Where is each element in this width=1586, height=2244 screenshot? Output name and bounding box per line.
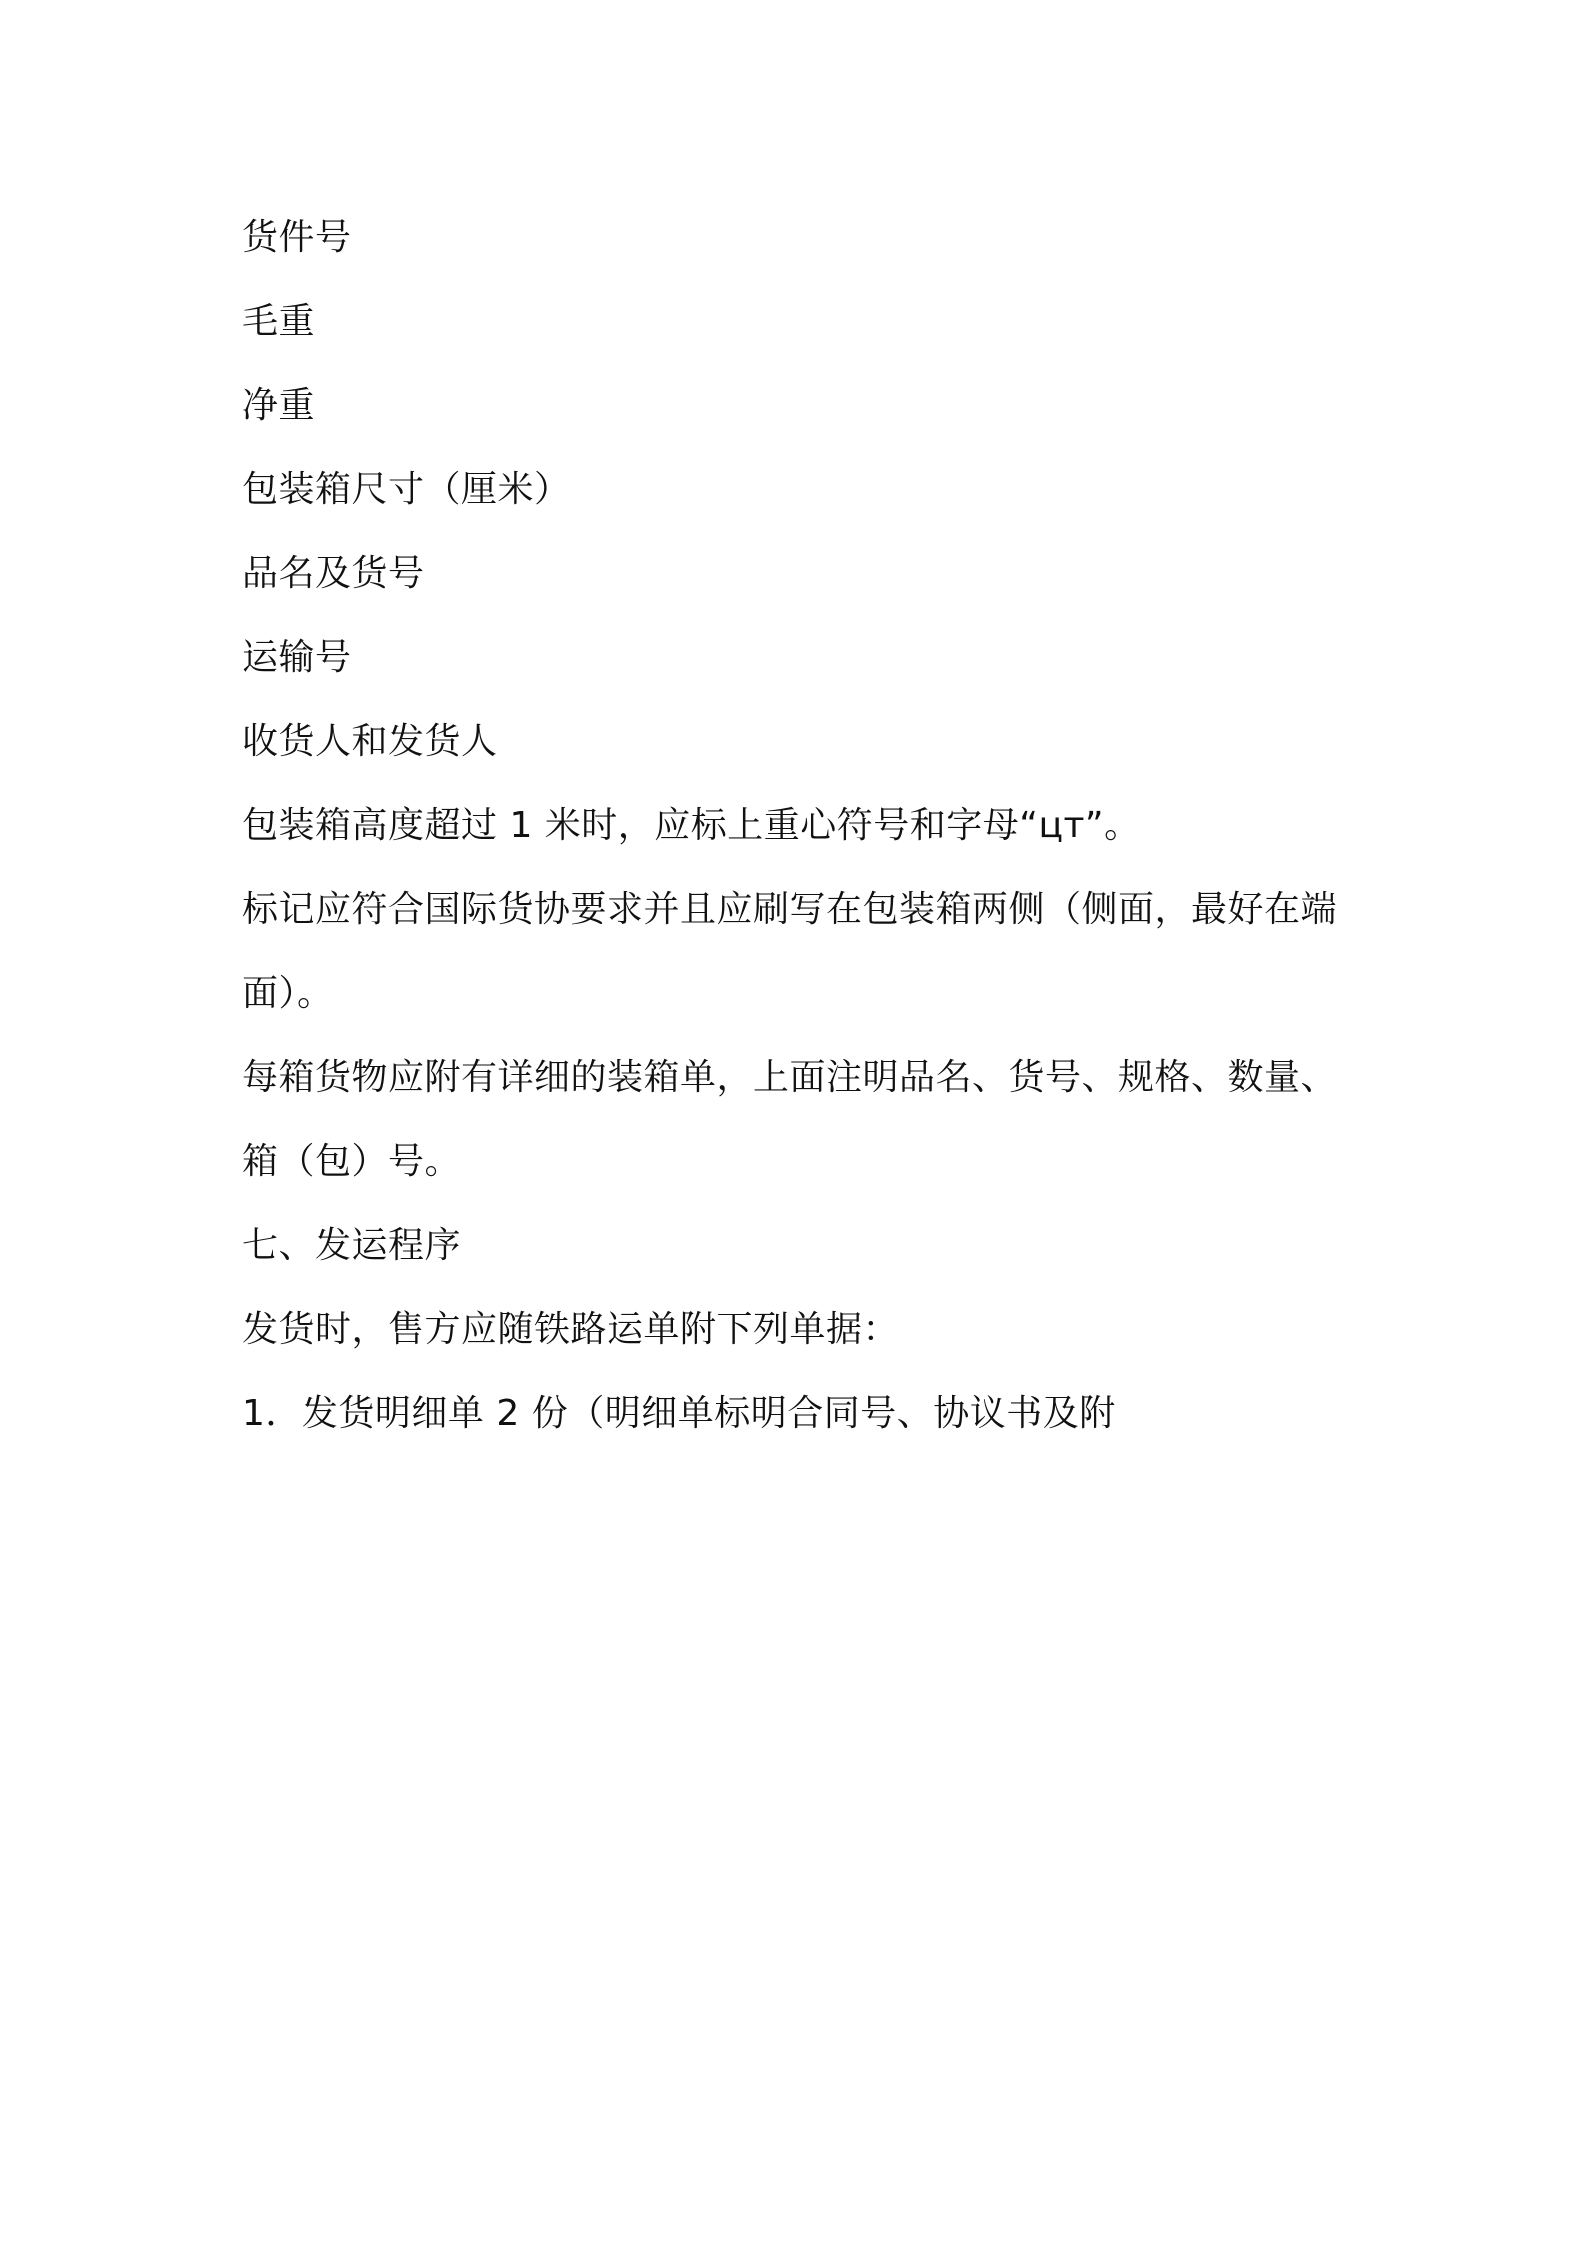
text-line-transport-number: 运输号	[242, 637, 352, 678]
paragraph-packing-line-1: 每箱货物应附有详细的装箱单，上面注明品名、货号、规格、数量、	[242, 1057, 1338, 1098]
text-line-product-name: 品名及货号	[242, 553, 425, 594]
section-heading-shipping-procedure: 七、发运程序	[242, 1225, 462, 1266]
text-line-shipment-number: 货件号	[242, 217, 352, 258]
text-line-net-weight: 净重	[242, 385, 316, 426]
paragraph-packing-line-2: 箱（包）号。	[242, 1141, 462, 1182]
document-body	[242, 196, 1362, 1456]
list-item-1: 1．发货明细单 2 份（明细单标明合同号、协议书及附	[242, 1393, 1116, 1434]
text-line-gross-weight: 毛重	[242, 301, 316, 342]
text-line-box-dimensions: 包装箱尺寸（厘米）	[242, 469, 571, 510]
paragraph-marking-requirements	[242, 868, 1362, 1036]
paragraph-marking-line-1: 标记应符合国际货协要求并且应刷写在包装箱两侧（侧面，最好在端	[242, 889, 1338, 930]
text-line-shipping-intro: 发货时，售方应随铁路运单附下列单据：	[242, 1309, 900, 1350]
text-line-center-of-gravity: 包装箱高度超过 1 米时，应标上重心符号和字母“цт”。	[242, 805, 1141, 846]
paragraph-packing-list	[242, 1036, 1362, 1204]
text-line-consignee-consignor: 收货人和发货人	[242, 721, 498, 762]
paragraph-marking-line-2: 面）。	[242, 973, 334, 1014]
